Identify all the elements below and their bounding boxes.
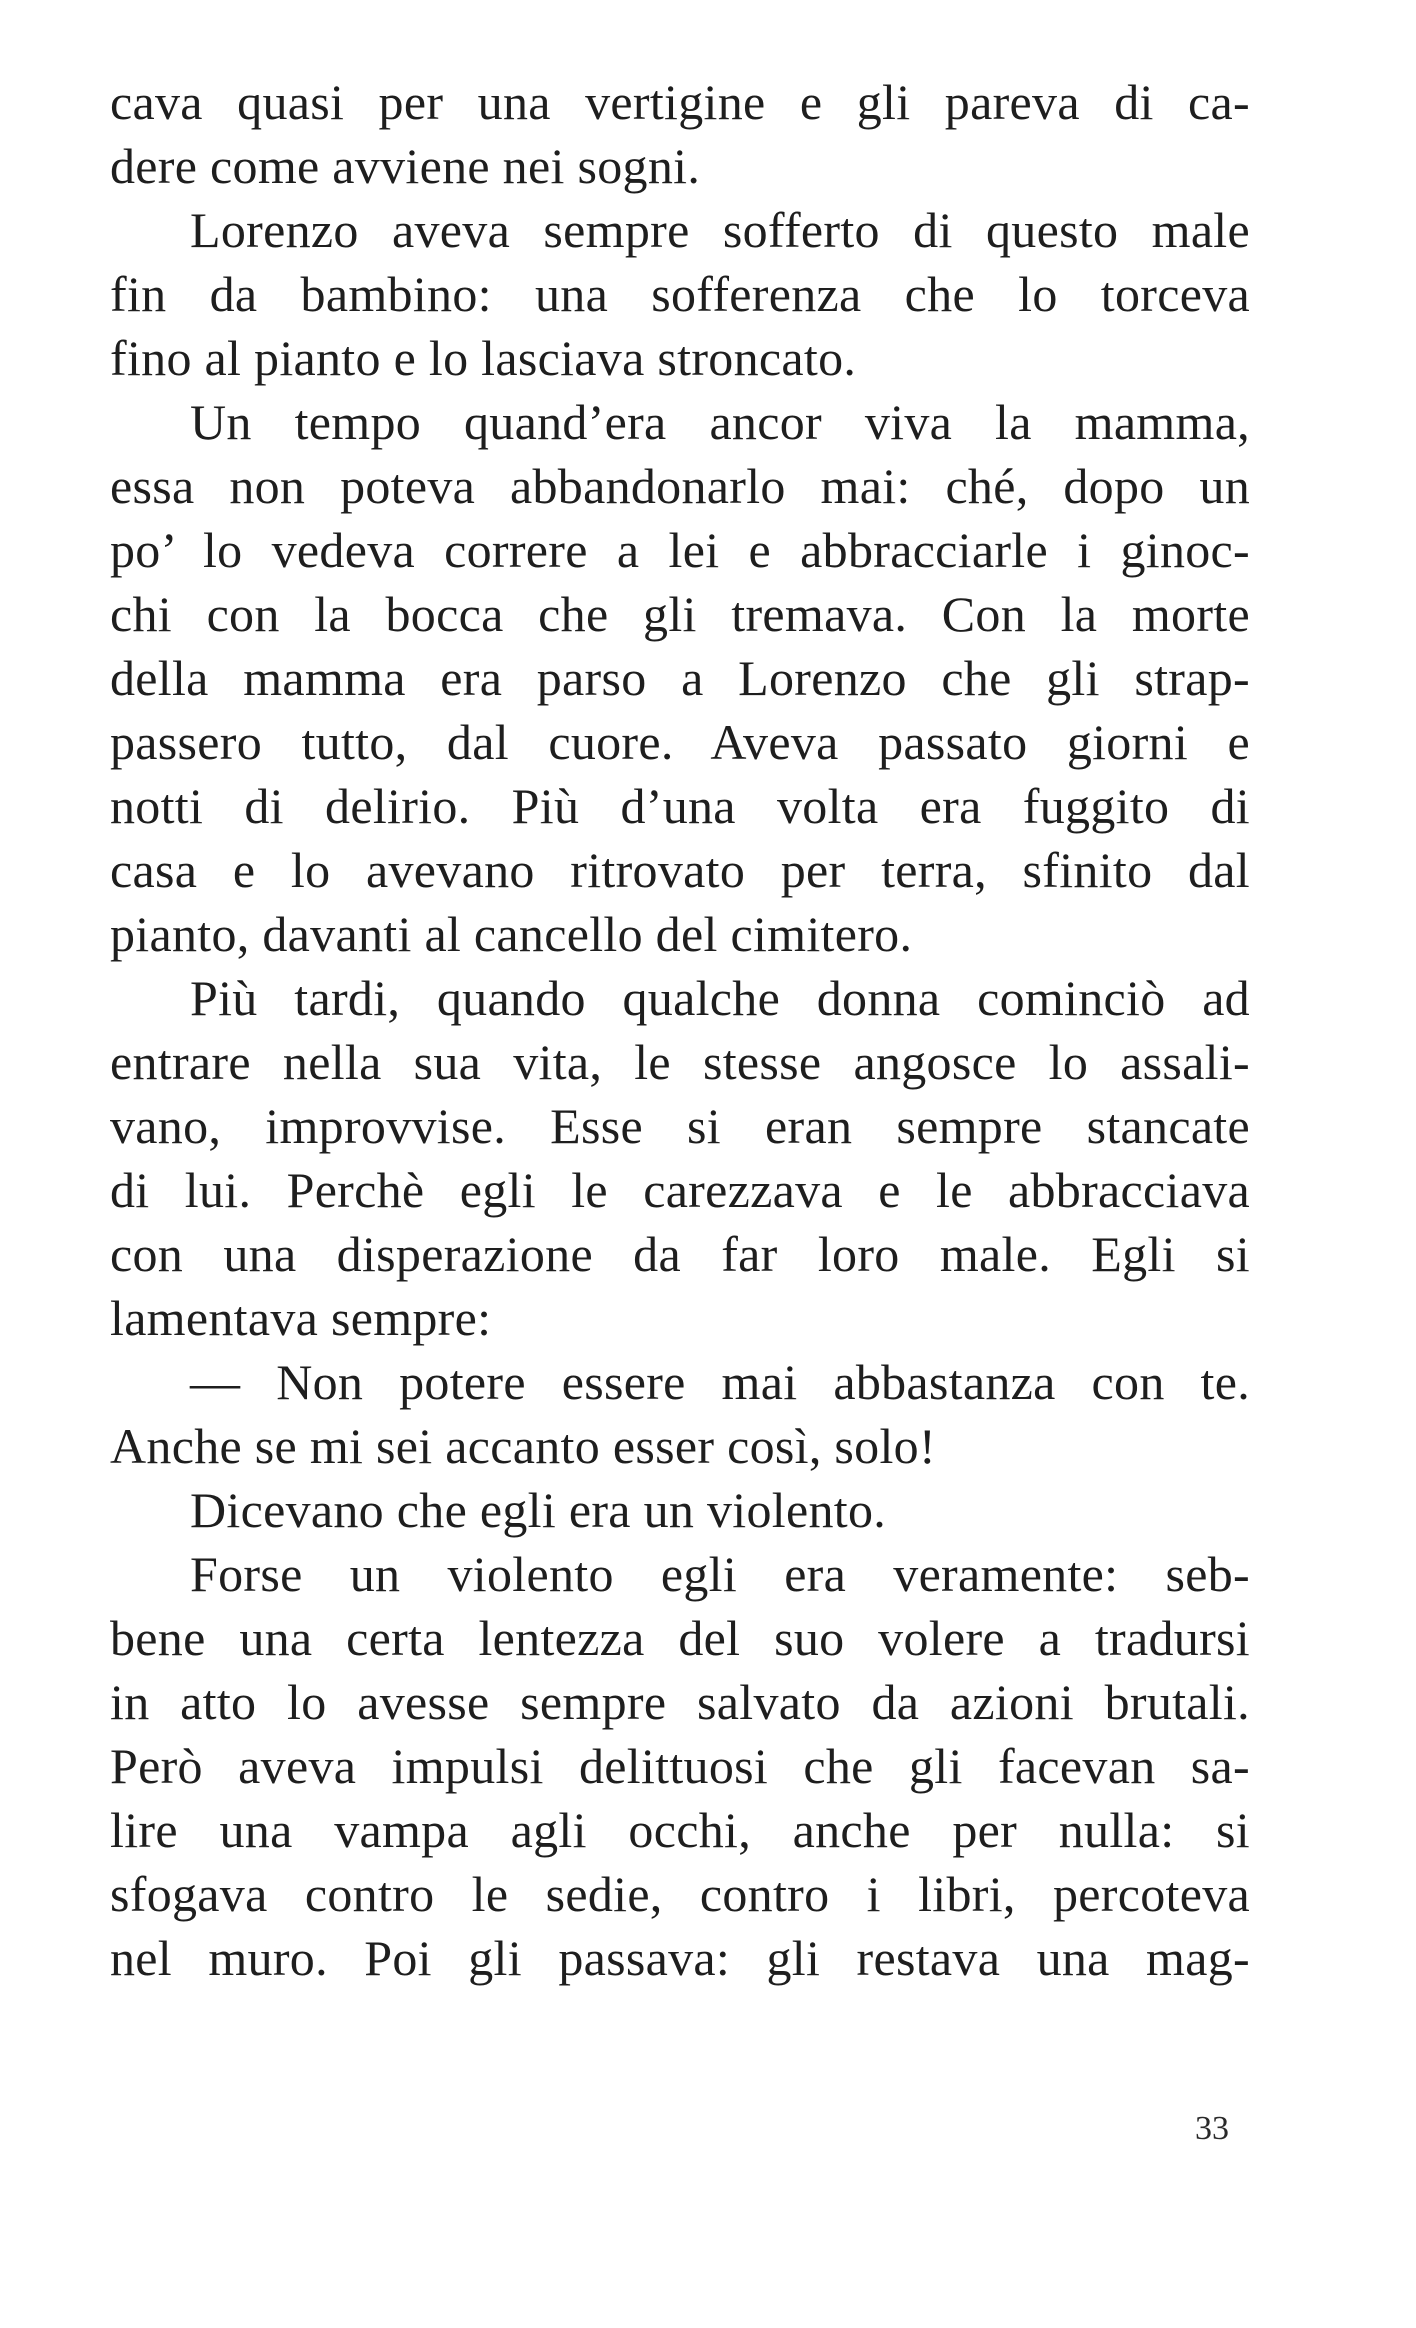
text-line: — Non potere essere mai abbastanza con te. — [190, 1354, 1250, 1410]
text-line: con una disperazione da far loro male. Egli si — [110, 1226, 1250, 1282]
text-line: vano, improvvise. Esse si eran sempre stancate — [110, 1098, 1250, 1154]
text-line: in atto lo avesse sempre salvato da azioni brutali. — [110, 1674, 1250, 1730]
text-line: di lui. Perchè egli le carezzava e le abbracciava — [110, 1162, 1250, 1218]
text-line: Però aveva impulsi delittuosi che gli facevan sa- — [110, 1738, 1250, 1794]
text-line: lamentava sempre: — [110, 1290, 492, 1346]
text-line: dere come avviene nei sogni. — [110, 138, 701, 194]
text-line: passero tutto, dal cuore. Aveva passato giorni e — [110, 714, 1250, 770]
text-line: chi con la bocca che gli tremava. Con la morte — [110, 586, 1250, 642]
text-line: pianto, davanti al cancello del cimitero. — [110, 906, 913, 962]
text-line: fin da bambino: una sofferenza che lo torceva — [110, 266, 1250, 322]
text-line: notti di delirio. Più d’una volta era fuggito di — [110, 778, 1250, 834]
text-line: essa non poteva abbandonarlo mai: ché, dopo un — [110, 458, 1250, 514]
text-line: fino al pianto e lo lasciava stroncato. — [110, 330, 857, 386]
text-line: bene una certa lentezza del suo volere a tradursi — [110, 1610, 1250, 1666]
text-line: Anche se mi sei accanto esser così, solo! — [110, 1418, 936, 1474]
text-line: lire una vampa agli occhi, anche per nulla: si — [110, 1802, 1250, 1858]
text-line: Dicevano che egli era un violento. — [190, 1482, 887, 1538]
text-line: Lorenzo aveva sempre sofferto di questo male — [190, 202, 1250, 258]
text-line: Un tempo quand’era ancor viva la mamma, — [190, 394, 1250, 450]
text-line: della mamma era parso a Lorenzo che gli strap- — [110, 650, 1250, 706]
text-line: sfogava contro le sedie, contro i libri, percoteva — [110, 1866, 1250, 1922]
text-line: Più tardi, quando qualche donna cominciò ad — [190, 970, 1250, 1026]
text-line: cava quasi per una vertigine e gli pareva di ca- — [110, 74, 1250, 130]
text-line: casa e lo avevano ritrovato per terra, sfinito dal — [110, 842, 1250, 898]
body-text — [110, 70, 1250, 1990]
text-line: nel muro. Poi gli passava: gli restava una mag- — [110, 1930, 1250, 1986]
text-line: Forse un violento egli era veramente: seb- — [190, 1546, 1250, 1602]
page-number: 33 — [1195, 2110, 1229, 2147]
text-line: entrare nella sua vita, le stesse angosce lo assali- — [110, 1034, 1250, 1090]
text-line: po’ lo vedeva correre a lei e abbracciarle i ginoc- — [110, 522, 1250, 578]
